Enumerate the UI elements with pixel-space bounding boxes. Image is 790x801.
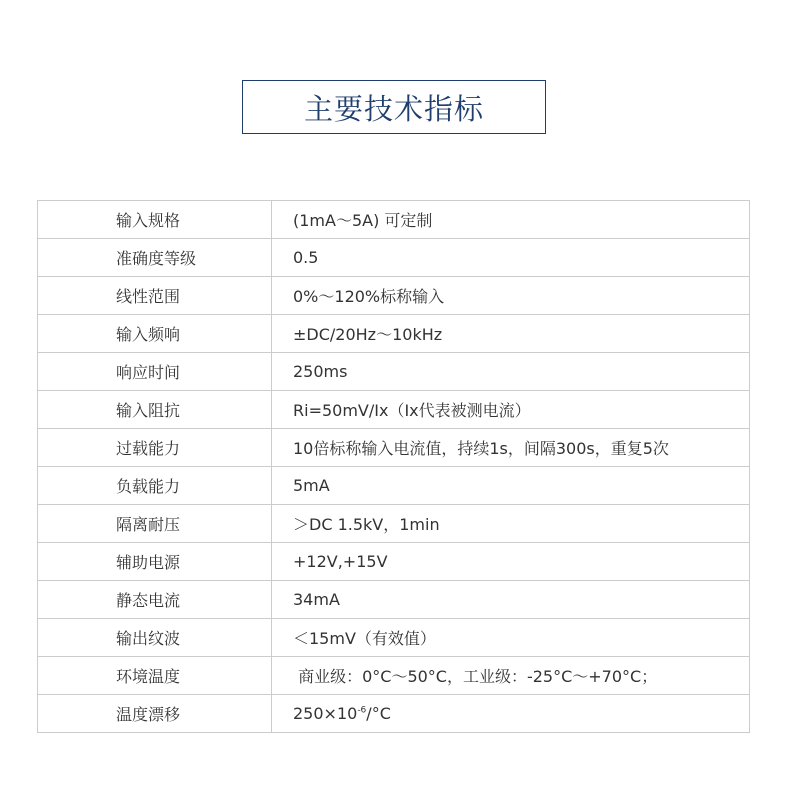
table-row xyxy=(38,619,750,657)
row-value: ±DC/20Hz～10kHz xyxy=(272,315,750,353)
row-label: 负载能力 xyxy=(38,467,272,505)
row-label: 输入规格 xyxy=(38,201,272,239)
title-box xyxy=(242,80,546,134)
row-label: 过载能力 xyxy=(38,429,272,467)
row-label: 输入阻抗 xyxy=(38,391,272,429)
row-label: 温度漂移 xyxy=(38,695,272,733)
row-value: (1mA～5A) 可定制 xyxy=(272,201,750,239)
table-row xyxy=(38,543,750,581)
row-value: 34mA xyxy=(272,581,750,619)
temp-drift-exponent: -6 xyxy=(357,705,367,716)
row-label: 辅助电源 xyxy=(38,543,272,581)
table-row xyxy=(38,657,750,695)
row-value xyxy=(272,695,750,733)
table-row xyxy=(38,695,750,733)
row-value: 5mA xyxy=(272,467,750,505)
row-label: 输入频响 xyxy=(38,315,272,353)
row-value: ＜15mV（有效值） xyxy=(272,619,750,657)
row-value: 0%～120%标称输入 xyxy=(272,277,750,315)
row-label: 线性范围 xyxy=(38,277,272,315)
table-row xyxy=(38,239,750,277)
row-label: 响应时间 xyxy=(38,353,272,391)
row-value: Ri=50mV/Ix（Ix代表被测电流） xyxy=(272,391,750,429)
row-label: 输出纹波 xyxy=(38,619,272,657)
temp-drift-unit: /°C xyxy=(366,704,391,723)
row-label: 隔离耐压 xyxy=(38,505,272,543)
table-row xyxy=(38,391,750,429)
table-row xyxy=(38,429,750,467)
row-value: +12V,+15V xyxy=(272,543,750,581)
table-row xyxy=(38,467,750,505)
row-value: 0.5 xyxy=(272,239,750,277)
table-row xyxy=(38,581,750,619)
row-value: 250ms xyxy=(272,353,750,391)
row-label: 环境温度 xyxy=(38,657,272,695)
row-value: 商业级：0°C～50°C，工业级：-25°C～+70°C； xyxy=(272,657,750,695)
table-row xyxy=(38,277,750,315)
row-value: 10倍标称输入电流值，持续1s，间隔300s，重复5次 xyxy=(272,429,750,467)
row-label: 准确度等级 xyxy=(38,239,272,277)
page-title: 主要技术指标 xyxy=(303,91,484,126)
row-label: 静态电流 xyxy=(38,581,272,619)
temp-drift-base: 250×10 xyxy=(293,704,358,723)
row-value: ＞DC 1.5kV，1min xyxy=(272,505,750,543)
table-row xyxy=(38,353,750,391)
table-row xyxy=(38,505,750,543)
table-row xyxy=(38,315,750,353)
table-row xyxy=(38,201,750,239)
spec-table xyxy=(37,200,750,733)
